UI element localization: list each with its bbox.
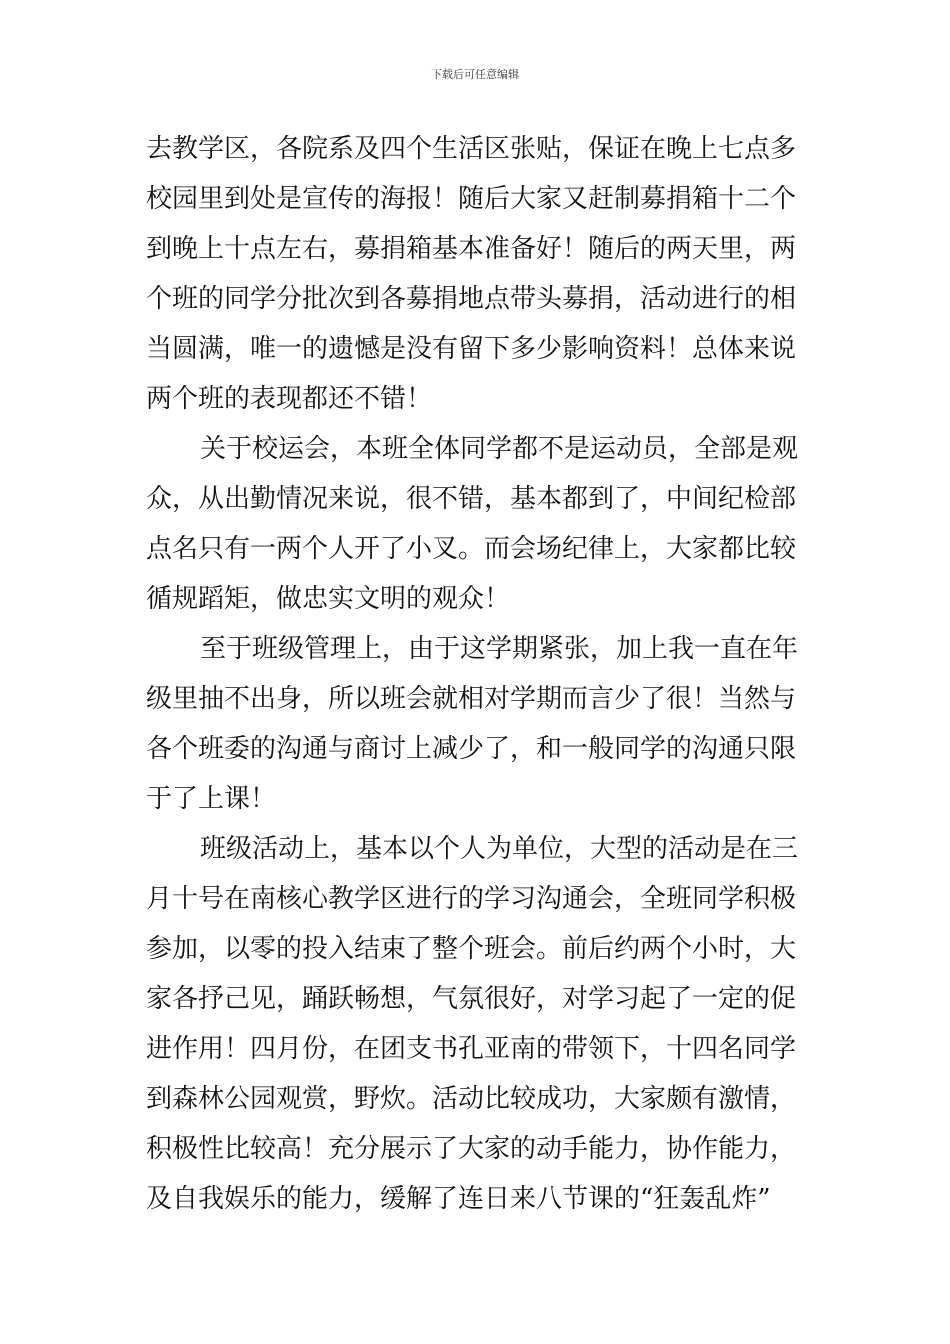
text-line: 积极性比较高！充分展示了大家的动手能力，协作能力，: [146, 1134, 797, 1164]
text-line: 校园里到处是宣传的海报！随后大家又赶制募捐箱十二个: [146, 184, 797, 214]
text-line: 关于校运会，本班全体同学都不是运动员，全部是观: [200, 434, 799, 464]
text-line: 到森林公园观赏，野炊。活动比较成功，大家颇有激情，: [146, 1084, 797, 1114]
text-line: 级里抽不出身，所以班会就相对学期而言少了很！当然与: [146, 684, 797, 714]
text-line: 月十号在南核心教学区进行的学习沟通会，全班同学积极: [146, 884, 797, 914]
text-line: 到晚上十点左右，募捐箱基本准备好！随后的两天里，两: [146, 234, 797, 264]
paragraph: [146, 424, 810, 624]
text-line: 去教学区，各院系及四个生活区张贴，保证在晚上七点多: [146, 134, 797, 164]
text-line: 循规蹈矩，做忠实文明的观众！: [146, 584, 511, 614]
text-line: 两个班的表现都还不错！: [146, 384, 433, 414]
text-line: 至于班级管理上，由于这学期紧张，加上我一直在年: [200, 634, 799, 664]
text-line: 个班的同学分批次到各募捐地点带头募捐，活动进行的相: [146, 284, 797, 314]
paragraph: [146, 124, 810, 424]
text-line: 进作用！四月份，在团支书孔亚南的带领下，十四名同学: [146, 1034, 797, 1064]
text-line: 参加，以零的投入结束了整个班会。前后约两个小时，大: [146, 934, 797, 964]
text-line: 家各抒己见，踊跃畅想，气氛很好，对学习起了一定的促: [146, 984, 797, 1014]
text-line: 点名只有一两个人开了小叉。而会场纪律上，大家都比较: [146, 534, 797, 564]
paragraph: [146, 624, 810, 824]
text-line: 众，从出勤情况来说，很不错，基本都到了，中间纪检部: [146, 484, 797, 514]
text-line: 班级活动上，基本以个人为单位，大型的活动是在三: [200, 834, 799, 864]
text-line: 及自我娱乐的能力，缓解了连日来八节课的“狂轰乱炸”: [146, 1184, 771, 1214]
page-header: 下载后可任意编辑: [431, 68, 519, 81]
text-line: 于了上课！: [146, 784, 277, 814]
text-line: 各个班委的沟通与商讨上减少了，和一般同学的沟通只限: [146, 734, 797, 764]
text-line: 当圆满，唯一的遗憾是没有留下多少影响资料！总体来说: [146, 334, 797, 364]
document-body: [146, 124, 810, 1224]
paragraph: [146, 824, 810, 1224]
